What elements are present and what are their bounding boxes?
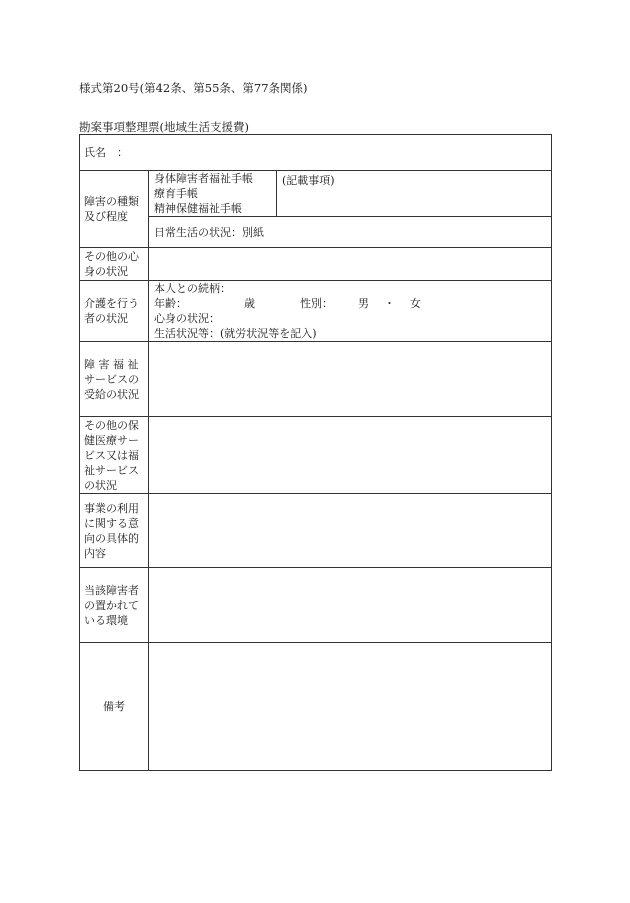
label-line: に関する意 — [84, 516, 139, 530]
remarks-field[interactable] — [149, 643, 552, 771]
label-line: 身の状況 — [84, 265, 128, 278]
caretaker-living: 生活状況等：(就労状況等を記入) — [154, 327, 317, 340]
caretaker-mental-physical: 心身の状況： — [154, 312, 220, 325]
caretaker-relationship: 本人との続柄： — [154, 282, 231, 295]
disability-label-line: 及び程度 — [84, 210, 128, 223]
other-services-row — [80, 417, 552, 494]
sex-option-male[interactable]: 男 — [358, 297, 369, 310]
label-line: 向の具体的 — [84, 531, 139, 545]
label-line: の状況 — [84, 478, 117, 492]
environment-field[interactable] — [149, 568, 552, 643]
environment-label — [80, 568, 149, 643]
sex-separator: ・ — [384, 297, 395, 310]
label-line: 介護を行う — [84, 297, 139, 310]
sex-option-female[interactable]: 女 — [410, 297, 421, 310]
caretaker-label — [80, 281, 149, 342]
label-line: いる環境 — [84, 613, 128, 627]
remarks-label-text: 備考 — [103, 700, 125, 713]
other-condition-field[interactable] — [149, 248, 552, 281]
label-line: の置かれて — [84, 598, 139, 612]
welfare-services-field[interactable] — [149, 342, 552, 417]
label-line: 当該障害者 — [84, 583, 139, 597]
label-line: その他の心 — [84, 250, 139, 263]
caretaker-age-unit: 歳 — [244, 297, 255, 310]
label-line: ビス又は福 — [84, 448, 139, 462]
remarks-row — [80, 643, 552, 771]
label-line: その他の保 — [84, 418, 139, 432]
daily-life-field[interactable] — [149, 217, 552, 248]
welfare-services-row — [80, 342, 552, 417]
other-condition-row — [80, 248, 552, 281]
label-line: 祉サービス — [84, 463, 139, 477]
caretaker-sex-label: 性別： — [300, 297, 333, 310]
handbook-physical: 身体障害者福祉手帳 — [154, 172, 253, 185]
caretaker-field[interactable] — [149, 281, 552, 342]
form-reference: 様式第20号(第42条、第55条、第77条関係) — [79, 81, 308, 95]
daily-life-text: 日常生活の状況：別紙 — [154, 225, 264, 239]
name-label: 氏名 ： — [84, 146, 128, 159]
intent-row — [80, 494, 552, 568]
other-condition-label — [80, 248, 149, 281]
disability-label-line: 障害の種類 — [84, 195, 139, 208]
label-line: 事業の利用 — [84, 501, 139, 515]
assessment-form-table — [79, 134, 552, 771]
handbook-rehabilitation: 療育手帳 — [154, 187, 198, 200]
label-line: 障 害 福 祉 — [84, 357, 139, 371]
label-line: 者の状況 — [84, 312, 128, 325]
intent-field[interactable] — [149, 494, 552, 568]
disability-label — [80, 171, 149, 248]
caretaker-row — [80, 281, 552, 342]
label-line: 受給の状況 — [84, 387, 139, 401]
disability-notes-label: (記載事項) — [282, 174, 335, 187]
environment-row — [80, 568, 552, 643]
name-row — [80, 135, 552, 171]
form-title: 勘案事項整理票(地域生活支援費) — [79, 120, 249, 134]
handbook-mental-health: 精神保健福祉手帳 — [154, 202, 242, 215]
other-services-label — [80, 417, 149, 494]
caretaker-age-sex-line — [154, 296, 546, 311]
handbook-list — [149, 171, 277, 217]
disability-row-bottom — [80, 217, 552, 248]
disability-row-top — [80, 171, 552, 217]
label-line: サービスの — [84, 372, 139, 386]
caretaker-age-label: 年齢： — [154, 297, 187, 310]
intent-label — [80, 494, 149, 568]
label-line: 健医療サー — [84, 433, 139, 447]
disability-notes-field[interactable] — [277, 171, 552, 217]
name-field[interactable] — [80, 135, 552, 171]
remarks-label — [80, 643, 149, 771]
other-services-field[interactable] — [149, 417, 552, 494]
welfare-services-label — [80, 342, 149, 417]
label-line: 内容 — [84, 546, 106, 560]
